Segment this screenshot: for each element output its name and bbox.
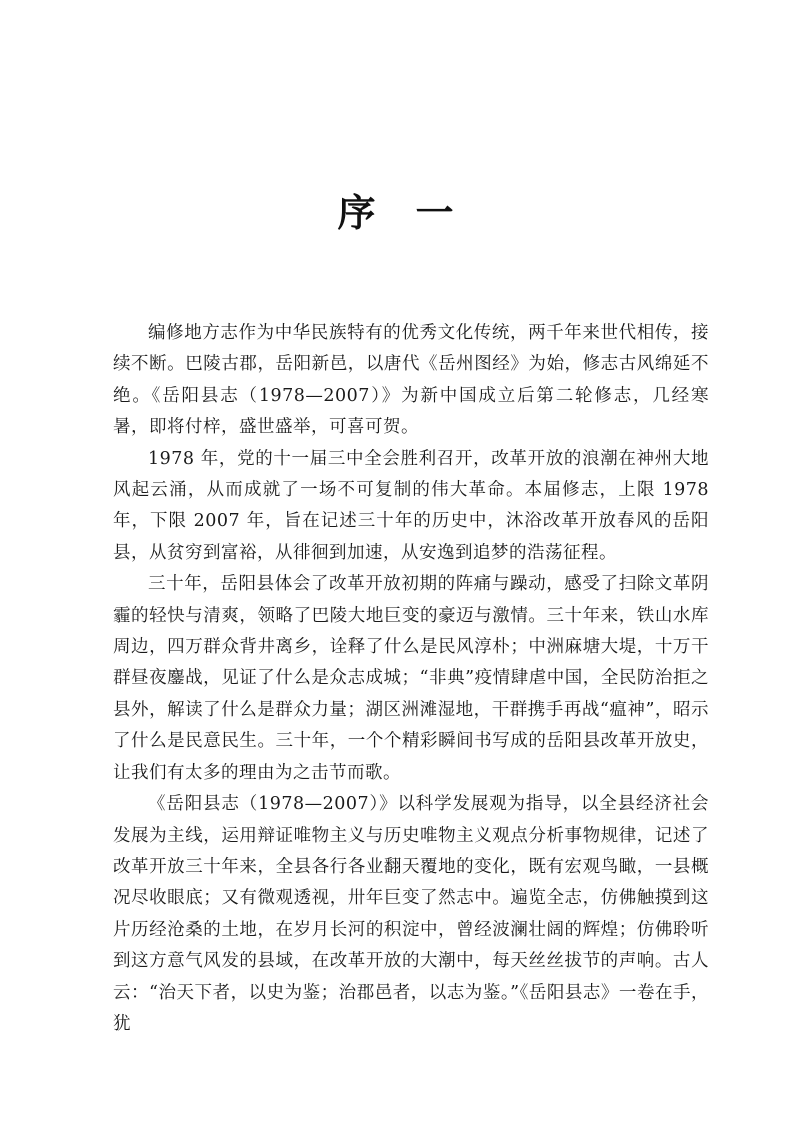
paragraph-4: 《岳阳县志（1978—2007）》以科学发展观为指导，以全县经济社会发展为主线，运用辩证唯物主义与历史唯物主义观点分析事物规律，记述了改革开放三十年来，全县各行各业翻天覆地的变化，既有宏观鸟瞰，一县概况尽收眼底；又有微观透视，卅年巨变了然志中。遍览全志，仿佛触摸到这片历经沧桑的土地，在岁月长河的积淀中，曾经波澜壮阔的辉煌；仿佛聆听到这方意气风发的县域，在改革开放的大潮中，每天丝丝拔节的声响。古人云：“治天下者，以史为鉴；治郡邑者，以志为鉴。”《岳阳县志》一卷在手，犹	[113, 794, 709, 1034]
paragraph-2: 1978 年，党的十一届三中全会胜利召开，改革开放的浪潮在神州大地风起云涌，从而成就了一场不可复制的伟大革命。本届修志，上限 1978 年，下限 2007 年，旨在记述三十年的历史中，沐浴改革开放春风的岳阳县，从贫穷到富裕，从徘徊到加速，从安逸到追梦的浩荡征程。	[113, 448, 709, 563]
title-char-2: 一	[415, 190, 456, 235]
paragraph-1: 编修地方志作为中华民族特有的优秀文化传统，两千年来世代相传，接续不断。巴陵古郡，岳阳新邑，以唐代《岳州图经》为始，修志古风绵延不绝。《岳阳县志（1978—2007）》为新中国成立后第二轮修志，几经寒暑，即将付梓，盛世盛举，可喜可贺。	[113, 323, 709, 438]
title-char-1: 序	[337, 190, 378, 235]
paragraph-3: 三十年，岳阳县体会了改革开放初期的阵痛与躁动，感受了扫除文革阴霾的轻快与清爽，领略了巴陵大地巨变的豪迈与激情。三十年来，铁山水库周边，四万群众背井离乡，诠释了什么是民风淳朴；中洲麻塘大堤，十万干群昼夜鏖战，见证了什么是众志成城；“非典”疫情肆虐中国，全民防治拒之县外，解读了什么是群众力量；湖区洲滩湿地，干群携手再战“瘟神”，昭示了什么是民意民生。三十年，一个个精彩瞬间书写成的岳阳县改革开放史，让我们有太多的理由为之击节而歌。	[113, 574, 709, 783]
page-title	[0, 188, 793, 238]
preface-body	[113, 318, 709, 1040]
